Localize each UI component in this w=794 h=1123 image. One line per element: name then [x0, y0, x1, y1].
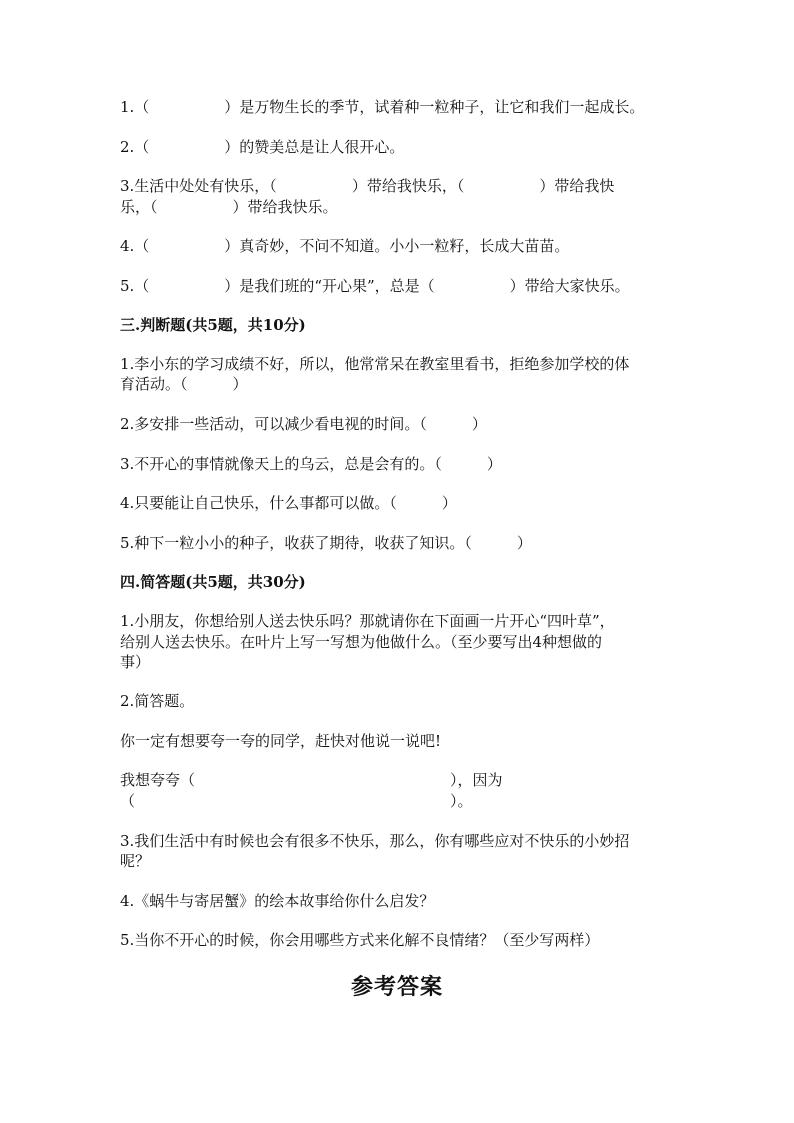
fill-blank-question-4: 4.（ ）真奇妙，不问不知道。小小一粒籽，长成大苗苗。	[120, 237, 570, 255]
judge-question-3: 3.不开心的事情就像天上的乌云，总是会有的。（ ）	[120, 455, 502, 473]
fill-blank-question-3-line-1: 3.生活中处处有快乐，（ ）带给我快乐，（ ）带给我快	[120, 177, 615, 195]
short-answer-question-1-line-2: 给别人送去快乐。在叶片上写一写想为他做什么。（至少要写出4种想做的	[120, 633, 603, 651]
judge-question-4: 4.只要能让自己快乐，什么事都可以做。（ ）	[120, 494, 457, 512]
judge-question-2: 2.多安排一些活动，可以减少看电视的时间。（ ）	[120, 415, 487, 433]
judge-question-1-line-2: 育活动。（ ）	[120, 375, 248, 393]
short-answer-question-3-line-2: 呢？	[120, 852, 151, 870]
short-answer-question-3-line-1: 3.我们生活中有时候也会有很多不快乐，那么，你有哪些应对不快乐的小妙招	[120, 832, 630, 850]
fill-blank-question-2: 2.（ ）的赞美总是让人很开心。	[120, 138, 405, 156]
fill-blank-question-1: 1.（ ）是万物生长的季节，试着种一粒种子，让它和我们一起成长。	[120, 98, 645, 116]
short-answer-question-2-prompt: 你一定有想要夸一夸的同学，赶快对他说一说吧!	[120, 732, 442, 750]
judge-question-1-line-1: 1.李小东的学习成绩不好，所以，他常常呆在教室里看书，拒绝参加学校的体	[120, 355, 630, 373]
short-answer-question-5: 5.当你不开心的时候，你会用哪些方式来化解不良情绪？（至少写两样）	[120, 931, 600, 949]
judge-section-heading: 三.判断题(共5题，共10分)	[120, 316, 306, 334]
short-answer-question-2-fill-line-1: 我想夸夸（ ），因为	[120, 771, 503, 789]
short-answer-question-1-line-1: 1.小朋友，你想给别人送去快乐吗？那就请你在下面画一片开心“四叶草”，	[120, 612, 615, 630]
short-answer-section-heading: 四.简答题(共5题，共30分)	[120, 573, 306, 591]
fill-blank-question-5: 5.（ ）是我们班的“开心果”，总是（ ）带给大家快乐。	[120, 277, 630, 295]
short-answer-question-2-fill-line-2: （ ）。	[120, 792, 473, 810]
short-answer-question-2: 2.简答题。	[120, 692, 195, 710]
answer-key-title: 参考答案	[350, 974, 443, 1000]
judge-question-5: 5.种下一粒小小的种子，收获了期待，收获了知识。（ ）	[120, 534, 532, 552]
short-answer-question-4: 4.《蜗牛与寄居蟹》的绘本故事给你什么启发？	[120, 892, 435, 910]
fill-blank-question-3-line-2: 乐，（ ）带给我快乐。	[120, 198, 338, 216]
short-answer-question-1-line-3: 事）	[120, 653, 151, 671]
